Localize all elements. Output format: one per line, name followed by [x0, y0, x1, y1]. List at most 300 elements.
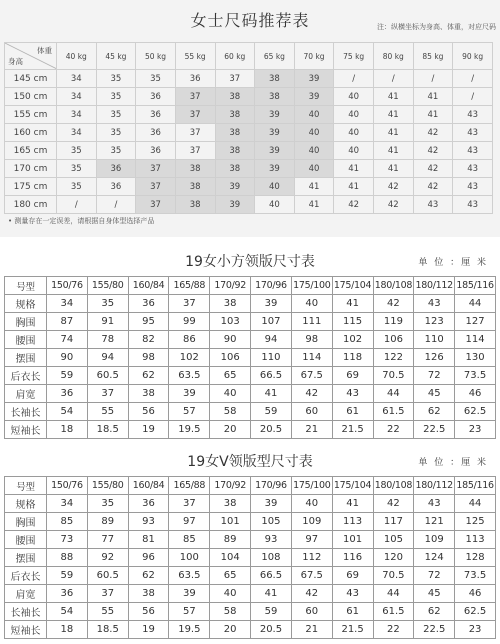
measurement-value: 109	[291, 513, 332, 531]
table-row	[5, 585, 496, 603]
size-cell: 34	[57, 88, 97, 106]
size-cell: 36	[96, 178, 136, 196]
height-label: 155 cm	[5, 106, 57, 124]
size-header: 170/92	[210, 477, 251, 495]
measurement-value: 46	[455, 385, 496, 403]
measurement-value: 102	[169, 349, 210, 367]
measurement-value: 118	[332, 349, 373, 367]
measurement-value: 41	[332, 295, 373, 313]
size-cell: 38	[175, 160, 215, 178]
measurement-value: 41	[332, 495, 373, 513]
measurement-label: 规格	[5, 495, 47, 513]
weight-header: 40 kg	[57, 43, 97, 70]
size-cell: 41	[334, 160, 374, 178]
measurement-value: 117	[373, 513, 414, 531]
measurement-value: 60.5	[87, 567, 128, 585]
measurement-value: 65	[210, 367, 251, 385]
size-cell: 38	[215, 124, 255, 142]
weight-header: 60 kg	[215, 43, 255, 70]
size-header: 175/100	[291, 477, 332, 495]
size-cell: 39	[294, 70, 334, 88]
chart2-title: 19女V领版型尺寸表	[187, 454, 313, 470]
measurement-value: 39	[169, 385, 210, 403]
measurement-value: 43	[332, 585, 373, 603]
measurement-value: 90	[47, 349, 88, 367]
measurement-value: 94	[251, 331, 292, 349]
size-header: 175/104	[332, 277, 373, 295]
measurement-value: 89	[87, 513, 128, 531]
measurement-value: 130	[455, 349, 496, 367]
size-cell: 42	[413, 178, 453, 196]
measurement-value: 46	[455, 585, 496, 603]
measurement-value: 22	[373, 421, 414, 439]
size-cell: 40	[334, 106, 374, 124]
measurement-value: 45	[414, 385, 455, 403]
weight-header: 90 kg	[453, 43, 493, 70]
measurement-value: 38	[128, 385, 169, 403]
size-cell: 40	[294, 142, 334, 160]
measurement-value: 69	[332, 567, 373, 585]
measurement-value: 23	[455, 621, 496, 639]
size-cell: 35	[57, 142, 97, 160]
measurement-value: 36	[128, 295, 169, 313]
measurement-value: 101	[332, 531, 373, 549]
size-header: 150/76	[47, 477, 88, 495]
measurement-value: 61	[332, 603, 373, 621]
measurement-value: 66.5	[251, 567, 292, 585]
size-cell: 38	[175, 196, 215, 214]
size-header: 185/116	[455, 477, 496, 495]
header-label: 号型	[5, 277, 47, 295]
measurement-value: 42	[291, 385, 332, 403]
table-row	[5, 196, 493, 214]
size-cell: 42	[334, 196, 374, 214]
measurement-value: 58	[210, 603, 251, 621]
measurement-value: 40	[210, 585, 251, 603]
size-cell: 35	[57, 178, 97, 196]
measurement-value: 18.5	[87, 421, 128, 439]
weight-header: 65 kg	[255, 43, 295, 70]
size-cell: 40	[255, 196, 295, 214]
measurement-value: 85	[169, 531, 210, 549]
measurement-value: 65	[210, 567, 251, 585]
measurement-value: 74	[47, 331, 88, 349]
measurement-value: 39	[251, 495, 292, 513]
table-row	[5, 160, 493, 178]
measurement-value: 43	[414, 295, 455, 313]
measurement-value: 60	[291, 603, 332, 621]
measurement-value: 92	[87, 549, 128, 567]
measurement-value: 34	[47, 295, 88, 313]
size-cell: 40	[294, 124, 334, 142]
size-cell: 35	[96, 106, 136, 124]
measurement-value: 67.5	[291, 367, 332, 385]
size-cell: 35	[136, 70, 176, 88]
measurement-value: 119	[373, 313, 414, 331]
measurement-label: 长袖长	[5, 603, 47, 621]
table-row	[5, 513, 496, 531]
measurement-value: 61.5	[373, 603, 414, 621]
size-cell: 42	[374, 196, 414, 214]
size-cell: 36	[175, 70, 215, 88]
size-cell: /	[57, 196, 97, 214]
size-header: 175/104	[332, 477, 373, 495]
measurement-value: 42	[373, 295, 414, 313]
size-cell: 34	[57, 106, 97, 124]
measurement-value: 98	[128, 349, 169, 367]
table-row	[5, 403, 496, 421]
measurement-value: 38	[210, 295, 251, 313]
size-cell: 39	[215, 196, 255, 214]
size-cell: 38	[215, 88, 255, 106]
size-cell: 43	[453, 124, 493, 142]
measurement-label: 后衣长	[5, 567, 47, 585]
weight-header: 80 kg	[374, 43, 414, 70]
table-row	[5, 70, 493, 88]
size-cell: 41	[294, 178, 334, 196]
corner-height-label: 身高	[8, 57, 23, 66]
measurement-value: 124	[414, 549, 455, 567]
size-cell: 38	[215, 106, 255, 124]
measurement-value: 18	[47, 621, 88, 639]
measurement-value: 22	[373, 621, 414, 639]
measurement-value: 127	[455, 313, 496, 331]
measurement-value: 101	[210, 513, 251, 531]
height-label: 180 cm	[5, 196, 57, 214]
height-label: 175 cm	[5, 178, 57, 196]
measurement-label: 腰围	[5, 531, 47, 549]
measurement-value: 90	[210, 331, 251, 349]
size-recommendation-panel	[0, 0, 500, 237]
measurement-value: 89	[210, 531, 251, 549]
measurement-value: 113	[332, 513, 373, 531]
measurement-value: 98	[291, 331, 332, 349]
measurement-value: 107	[251, 313, 292, 331]
size-cell: 43	[453, 106, 493, 124]
size-header: 155/80	[87, 277, 128, 295]
size-header: 180/112	[414, 477, 455, 495]
measurement-value: 35	[87, 495, 128, 513]
size-cell: 37	[175, 124, 215, 142]
size-cell: 39	[255, 124, 295, 142]
measurement-value: 59	[251, 403, 292, 421]
size-cell: 43	[413, 196, 453, 214]
measurement-value: 70.5	[373, 567, 414, 585]
measurement-value: 120	[373, 549, 414, 567]
measurement-value: 97	[291, 531, 332, 549]
size-cell: 35	[57, 160, 97, 178]
size-cell: 41	[413, 106, 453, 124]
size-cell: /	[374, 70, 414, 88]
square-collar-size-table	[4, 276, 496, 439]
size-header: 160/84	[128, 277, 169, 295]
measurement-value: 59	[251, 603, 292, 621]
measurement-value: 93	[251, 531, 292, 549]
size-cell: 37	[175, 106, 215, 124]
size-cell: 38	[175, 178, 215, 196]
measurement-value: 20	[210, 421, 251, 439]
measurement-value: 22.5	[414, 621, 455, 639]
measurement-label: 胸围	[5, 513, 47, 531]
size-cell: 42	[374, 178, 414, 196]
measurement-value: 63.5	[169, 567, 210, 585]
measurement-value: 44	[373, 385, 414, 403]
measurement-label: 腰围	[5, 331, 47, 349]
size-cell: 43	[453, 178, 493, 196]
measurement-value: 43	[414, 495, 455, 513]
measurement-value: 63.5	[169, 367, 210, 385]
size-header: 185/116	[455, 277, 496, 295]
measurement-value: 105	[251, 513, 292, 531]
measurement-value: 93	[128, 513, 169, 531]
size-cell: 39	[215, 178, 255, 196]
size-cell: 36	[136, 88, 176, 106]
size-cell: 42	[413, 142, 453, 160]
measurement-value: 62	[128, 367, 169, 385]
measurement-value: 21	[291, 621, 332, 639]
table-row	[5, 313, 496, 331]
size-cell: 40	[294, 160, 334, 178]
measurement-value: 66.5	[251, 367, 292, 385]
measurement-label: 摆围	[5, 549, 47, 567]
table-row	[5, 531, 496, 549]
size-cell: 36	[96, 160, 136, 178]
measurement-value: 35	[87, 295, 128, 313]
table-row	[5, 178, 493, 196]
measurement-value: 85	[47, 513, 88, 531]
measurement-value: 97	[169, 513, 210, 531]
table-row	[5, 385, 496, 403]
measurement-value: 19	[128, 421, 169, 439]
measurement-value: 37	[87, 385, 128, 403]
size-cell: 41	[334, 178, 374, 196]
measurement-value: 72	[414, 567, 455, 585]
measurement-value: 41	[251, 585, 292, 603]
weight-header: 85 kg	[413, 43, 453, 70]
measurement-value: 61	[332, 403, 373, 421]
size-cell: 40	[334, 124, 374, 142]
size-cell: 36	[136, 106, 176, 124]
measurement-value: 122	[373, 349, 414, 367]
size-cell: 38	[215, 160, 255, 178]
table-row	[5, 295, 496, 313]
size-cell: /	[334, 70, 374, 88]
size-cell: 35	[96, 142, 136, 160]
measurement-value: 19.5	[169, 421, 210, 439]
measurement-value: 95	[128, 313, 169, 331]
measurement-value: 110	[251, 349, 292, 367]
size-cell: 41	[374, 88, 414, 106]
measurement-value: 55	[87, 403, 128, 421]
measurement-value: 20.5	[251, 421, 292, 439]
size-cell: 41	[413, 88, 453, 106]
table-row	[5, 142, 493, 160]
measurement-value: 88	[47, 549, 88, 567]
measurement-value: 59	[47, 367, 88, 385]
size-cell: 38	[255, 70, 295, 88]
measurement-value: 21	[291, 421, 332, 439]
measurement-value: 42	[373, 495, 414, 513]
size-cell: /	[453, 88, 493, 106]
measurement-value: 77	[87, 531, 128, 549]
measurement-value: 18	[47, 421, 88, 439]
measurement-value: 72	[414, 367, 455, 385]
measurement-value: 82	[128, 331, 169, 349]
size-cell: 40	[255, 178, 295, 196]
measurement-value: 20	[210, 621, 251, 639]
measurement-value: 56	[128, 403, 169, 421]
size-header: 180/112	[414, 277, 455, 295]
v-neck-size-table	[4, 476, 496, 639]
measurement-value: 44	[373, 585, 414, 603]
measurement-value: 125	[455, 513, 496, 531]
weight-header: 55 kg	[175, 43, 215, 70]
measurement-value: 21.5	[332, 621, 373, 639]
measurement-value: 54	[47, 603, 88, 621]
size-cell: 39	[255, 160, 295, 178]
measurement-value: 99	[169, 313, 210, 331]
size-header: 165/88	[169, 277, 210, 295]
measurement-value: 102	[332, 331, 373, 349]
measurement-value: 36	[128, 495, 169, 513]
measurement-value: 44	[455, 495, 496, 513]
table-row	[5, 621, 496, 639]
size-cell: 38	[215, 142, 255, 160]
measurement-value: 113	[455, 531, 496, 549]
size-cell: 35	[96, 70, 136, 88]
size-header: 150/76	[47, 277, 88, 295]
measurement-value: 109	[414, 531, 455, 549]
measurement-value: 86	[169, 331, 210, 349]
size-cell: 39	[294, 88, 334, 106]
table-row	[5, 331, 496, 349]
table-row	[5, 106, 493, 124]
measurement-value: 96	[128, 549, 169, 567]
measurement-value: 121	[414, 513, 455, 531]
size-cell: 43	[453, 196, 493, 214]
chart2-unit: 单 位 ：厘 米	[418, 458, 488, 468]
measurement-value: 62.5	[455, 403, 496, 421]
size-cell: /	[453, 70, 493, 88]
measurement-value: 36	[47, 585, 88, 603]
size-cell: 41	[374, 124, 414, 142]
size-cell: 36	[136, 142, 176, 160]
size-cell: 37	[136, 196, 176, 214]
table-corner-cell	[5, 43, 57, 70]
measurement-value: 103	[210, 313, 251, 331]
measurement-value: 87	[47, 313, 88, 331]
size-header: 155/80	[87, 477, 128, 495]
size-cell: /	[413, 70, 453, 88]
measurement-label: 短袖长	[5, 621, 47, 639]
measurement-value: 40	[291, 495, 332, 513]
measurement-value: 57	[169, 403, 210, 421]
measurement-value: 106	[373, 331, 414, 349]
measurement-value: 19.5	[169, 621, 210, 639]
measurement-value: 41	[251, 385, 292, 403]
measurement-value: 37	[87, 585, 128, 603]
measurement-label: 肩宽	[5, 585, 47, 603]
height-label: 145 cm	[5, 70, 57, 88]
measurement-value: 60	[291, 403, 332, 421]
recommendation-note: 注：纵横坐标为身高、体重，对应尺码	[377, 23, 496, 31]
measurement-value: 39	[169, 585, 210, 603]
size-cell: 42	[413, 124, 453, 142]
measurement-value: 61.5	[373, 403, 414, 421]
weight-header: 45 kg	[96, 43, 136, 70]
height-label: 170 cm	[5, 160, 57, 178]
measurement-value: 116	[332, 549, 373, 567]
measurement-value: 40	[291, 295, 332, 313]
size-cell: /	[96, 196, 136, 214]
size-cell: 37	[215, 70, 255, 88]
measurement-value: 58	[210, 403, 251, 421]
size-cell: 34	[57, 124, 97, 142]
weight-header: 75 kg	[334, 43, 374, 70]
size-cell: 43	[453, 142, 493, 160]
size-cell: 41	[374, 106, 414, 124]
measurement-value: 23	[455, 421, 496, 439]
size-cell: 38	[255, 88, 295, 106]
measurement-value: 42	[291, 585, 332, 603]
measurement-value: 62	[414, 403, 455, 421]
measurement-label: 规格	[5, 295, 47, 313]
size-cell: 39	[255, 106, 295, 124]
table-row	[5, 124, 493, 142]
measurement-value: 45	[414, 585, 455, 603]
size-cell: 43	[453, 160, 493, 178]
measurement-value: 38	[128, 585, 169, 603]
height-label: 160 cm	[5, 124, 57, 142]
measurement-value: 110	[414, 331, 455, 349]
size-cell: 35	[96, 88, 136, 106]
measurement-value: 62	[414, 603, 455, 621]
measurement-value: 36	[47, 385, 88, 403]
measurement-value: 62	[128, 567, 169, 585]
measurement-value: 114	[455, 331, 496, 349]
measurement-value: 43	[332, 385, 373, 403]
measurement-value: 38	[210, 495, 251, 513]
measurement-label: 后衣长	[5, 367, 47, 385]
measurement-value: 55	[87, 603, 128, 621]
measurement-value: 126	[414, 349, 455, 367]
height-label: 165 cm	[5, 142, 57, 160]
size-cell: 40	[294, 106, 334, 124]
measurement-value: 40	[210, 385, 251, 403]
size-cell: 35	[96, 124, 136, 142]
measurement-value: 44	[455, 295, 496, 313]
table-row	[5, 88, 493, 106]
size-cell: 37	[136, 160, 176, 178]
measurement-value: 39	[251, 295, 292, 313]
size-cell: 39	[255, 142, 295, 160]
measurement-label: 短袖长	[5, 421, 47, 439]
measurement-value: 70.5	[373, 367, 414, 385]
weight-header-row	[5, 43, 493, 70]
table-row	[5, 549, 496, 567]
measurement-footnote: • 测量存在一定误差，请根据自身体型选择产品	[8, 217, 155, 225]
weight-header: 50 kg	[136, 43, 176, 70]
measurement-value: 91	[87, 313, 128, 331]
measurement-label: 长袖长	[5, 403, 47, 421]
measurement-label: 胸围	[5, 313, 47, 331]
measurement-value: 59	[47, 567, 88, 585]
size-cell: 36	[136, 124, 176, 142]
size-header-row	[5, 477, 496, 495]
measurement-value: 57	[169, 603, 210, 621]
chart1-unit: 单 位 ：厘 米	[418, 258, 488, 268]
size-cell: 37	[175, 142, 215, 160]
